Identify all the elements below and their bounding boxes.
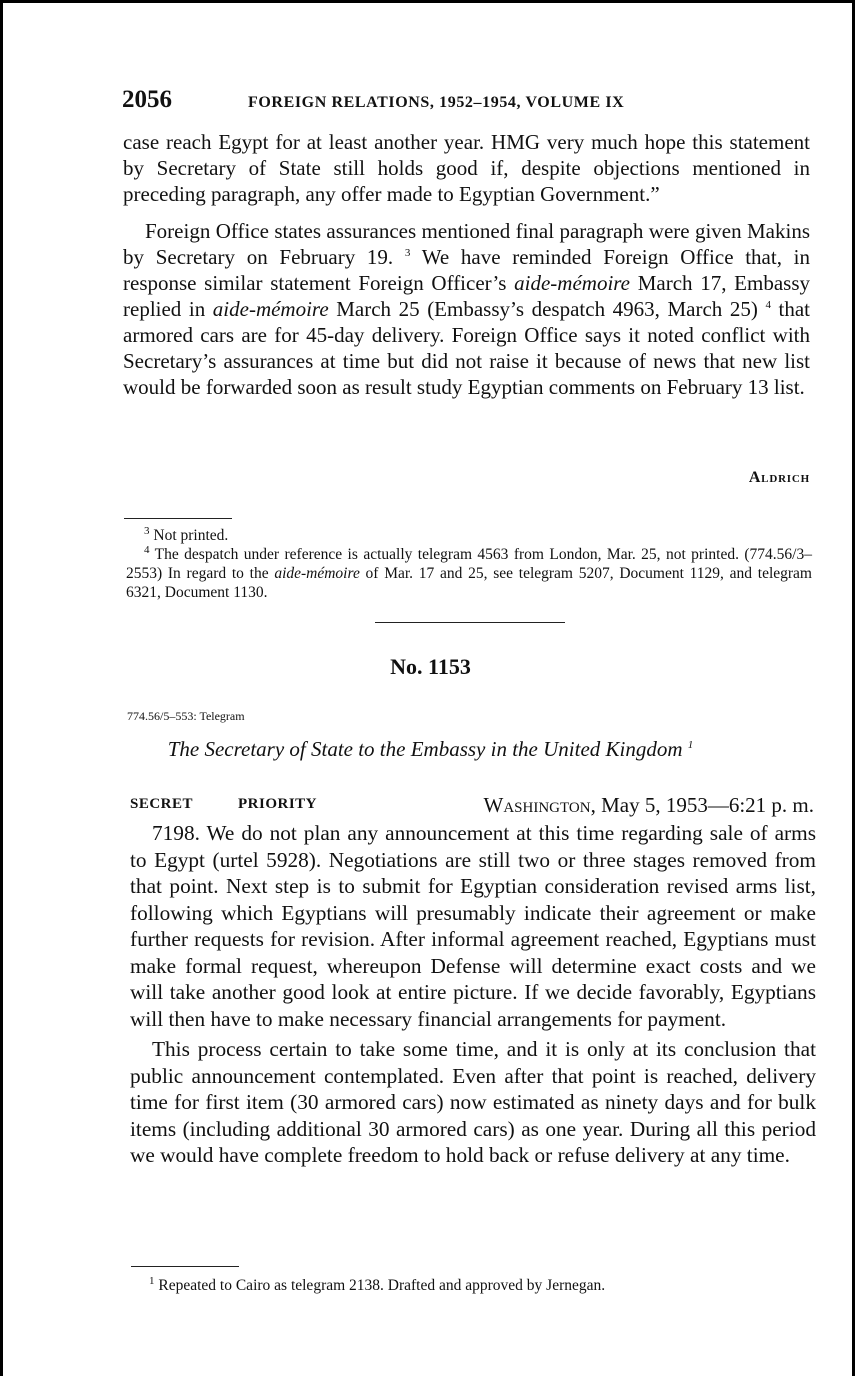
paragraph: case reach Egypt for at least another year. HMG very much hope this statement by Secretary of State still holds good if, despite objections mentioned in preceding paragraph, any offer made to Egyptian Government.” [123, 130, 810, 206]
running-head: FOREIGN RELATIONS, 1952–1954, VOLUME IX [248, 94, 625, 111]
page-number: 2056 [122, 86, 172, 113]
footnote: $^4$ The despatch under reference is actually telegram 4563 from London, Mar. 25, not printed. (774.56/3–2553) In regard to the aide-mémoire of Mar. 17 and 25, see telegram 5207, Document 1129, and telegram 6321, Document 1130. [126, 543, 812, 601]
document-number: No. 1153 [390, 654, 471, 679]
document-title: The Secretary of State to the Embassy in the United Kingdom $^1$ [167, 737, 694, 761]
classification: SECRET [130, 796, 194, 812]
footnote-ref: 1 [687, 739, 694, 751]
dateline: Washington, May 5, 1953—6:21 p. m. [483, 793, 814, 817]
footnote: $^3$ Not printed. [144, 524, 229, 544]
priority: PRIORITY [238, 796, 318, 812]
section-divider [375, 622, 565, 623]
telegram-body [130, 820, 816, 1169]
footnote-ref: 3 [404, 247, 411, 259]
signature: Aldrich [748, 469, 810, 486]
paragraph: 7198. We do not plan any announcement at this time regarding sale of arms to Egypt (urtel 5928). Negotiations are still two or three stages removed from that point. Next step is to submit for Egyptian consideration revised arms list, following which Egyptians will presumably indicate their agreement or make further requests for revision. After informal agreement reached, Egyptians must make formal request, whereupon Defense will determine exact costs and we will take another good look at entire picture. If we decide favorably, Egyptians will then have to make necessary financial arrangements for payment. [130, 821, 816, 1031]
footnote: $^1$ Repeated to Cairo as telegram 2138. Drafted and approved by Jernegan. [149, 1274, 606, 1294]
footnote-divider [131, 1266, 239, 1267]
file-reference: 774.56/5–553: Telegram [127, 709, 245, 723]
paragraph: This process certain to take some time, and it is only at its conclusion that public announcement contemplated. Even after that point is reached, delivery time for first item (30 armored cars) now estimated as ninety days and for bulk items (including additional 30 armored cars) as one year. During all this period we would have complete freedom to hold back or refuse delivery at any time. [130, 1037, 816, 1167]
footnote-divider [124, 518, 232, 519]
footnote-ref: 4 [765, 299, 771, 311]
classification-line [130, 793, 814, 819]
previous-document-continuation [123, 129, 810, 400]
paragraph: Foreign Office states assurances mentioned final paragraph were given Makins by Secretary on February 19. $^3$ We have reminded Foreign Office that, in response similar statement Foreign Officer’s aide-mémoire March 17, Embassy replied in aide-mémoire March 25 (Embassy’s despatch 4963, March 25) $^4$ that armored cars are for 45-day delivery. Foreign Office says it noted conflict with Secretary’s assurances at time but did not raise it because of news that new list would be forwarded soon as result study Egyptian comments on February 13 list. [123, 219, 811, 399]
page-header [122, 86, 812, 120]
